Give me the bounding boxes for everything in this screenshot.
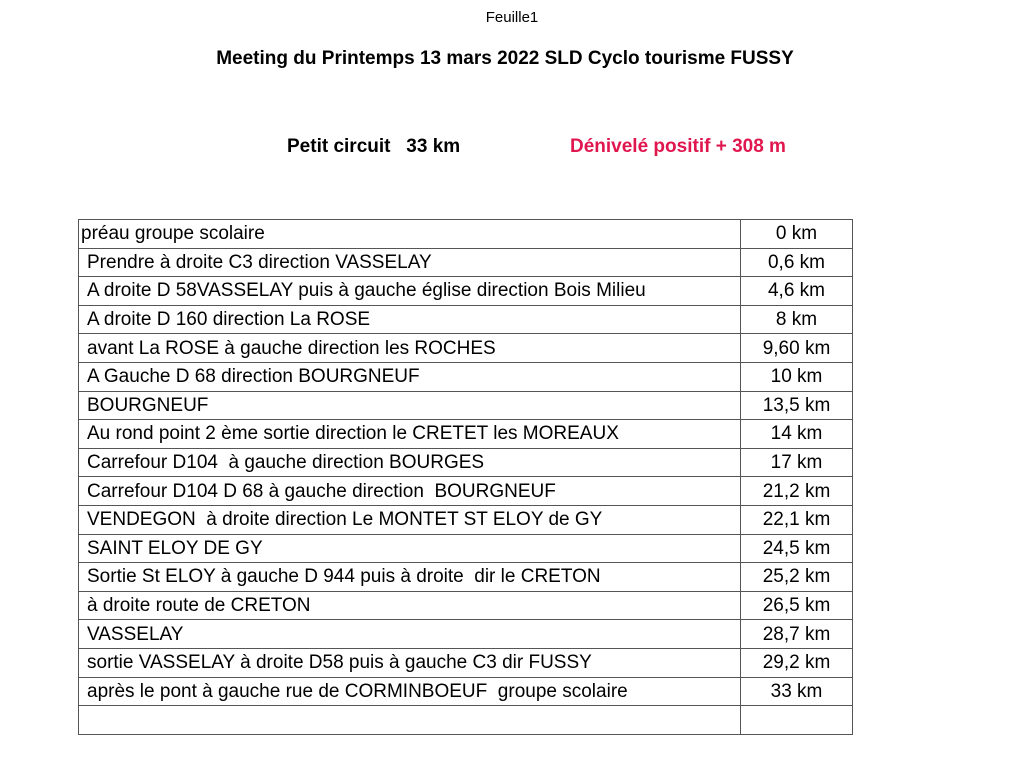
table-row xyxy=(79,391,853,420)
table-row xyxy=(79,420,853,449)
route-distance-cell: 25,2 km xyxy=(741,563,853,592)
route-step-cell: Sortie St ELOY à gauche D 944 puis à droite dir le CRETON xyxy=(79,563,741,592)
elevation-gain: Dénivelé positif + 308 m xyxy=(570,136,786,157)
route-step-cell: Carrefour D104 D 68 à gauche direction BOURGNEUF xyxy=(79,477,741,506)
route-distance-cell: 26,5 km xyxy=(741,591,853,620)
route-step-cell: avant La ROSE à gauche direction les ROCHES xyxy=(79,334,741,363)
table-row xyxy=(79,505,853,534)
table-row xyxy=(79,534,853,563)
route-table-body xyxy=(79,220,853,735)
route-distance-cell: 28,7 km xyxy=(741,620,853,649)
route-distance-cell: 4,6 km xyxy=(741,277,853,306)
route-step-cell: VASSELAY xyxy=(79,620,741,649)
table-row xyxy=(79,677,853,706)
route-step-cell: VENDEGON à droite direction Le MONTET ST ELOY de GY xyxy=(79,505,741,534)
route-distance-cell: 13,5 km xyxy=(741,391,853,420)
route-step-cell: BOURGNEUF xyxy=(79,391,741,420)
route-distance-cell: 14 km xyxy=(741,420,853,449)
route-distance-cell: 0,6 km xyxy=(741,248,853,277)
route-distance-cell: 29,2 km xyxy=(741,648,853,677)
route-step-cell: à droite route de CRETON xyxy=(79,591,741,620)
route-distance-cell: 8 km xyxy=(741,305,853,334)
route-step-cell: A Gauche D 68 direction BOURGNEUF xyxy=(79,362,741,391)
table-row xyxy=(79,620,853,649)
route-distance-cell: 9,60 km xyxy=(741,334,853,363)
table-row xyxy=(79,477,853,506)
route-table xyxy=(78,219,853,735)
route-step-cell: Carrefour D104 à gauche direction BOURGES xyxy=(79,448,741,477)
route-step-cell xyxy=(79,706,741,735)
sheet-label: Feuille1 xyxy=(485,9,539,26)
route-distance-cell: 17 km xyxy=(741,448,853,477)
route-step-cell: après le pont à gauche rue de CORMINBOEUF groupe scolaire xyxy=(79,677,741,706)
route-distance-cell: 21,2 km xyxy=(741,477,853,506)
route-distance-cell: 33 km xyxy=(741,677,853,706)
route-step-cell: préau groupe scolaire xyxy=(79,220,741,249)
route-step-cell: Prendre à droite C3 direction VASSELAY xyxy=(79,248,741,277)
route-step-cell: A droite D 58VASSELAY puis à gauche église direction Bois Milieu xyxy=(79,277,741,306)
table-row xyxy=(79,334,853,363)
route-step-cell: Au rond point 2 ème sortie direction le CRETET les MOREAUX xyxy=(79,420,741,449)
route-distance-cell: 0 km xyxy=(741,220,853,249)
route-distance-cell xyxy=(741,706,853,735)
table-row xyxy=(79,362,853,391)
table-row xyxy=(79,591,853,620)
table-row xyxy=(79,248,853,277)
route-distance-cell: 22,1 km xyxy=(741,505,853,534)
route-step-cell: A droite D 160 direction La ROSE xyxy=(79,305,741,334)
table-row xyxy=(79,706,853,735)
route-distance-cell: 10 km xyxy=(741,362,853,391)
table-row xyxy=(79,220,853,249)
table-row xyxy=(79,305,853,334)
circuit-summary: Petit circuit 33 km xyxy=(287,136,461,157)
table-row xyxy=(79,277,853,306)
route-step-cell: sortie VASSELAY à droite D58 puis à gauche C3 dir FUSSY xyxy=(79,648,741,677)
table-row xyxy=(79,648,853,677)
table-row xyxy=(79,563,853,592)
table-row xyxy=(79,448,853,477)
route-step-cell: SAINT ELOY DE GY xyxy=(79,534,741,563)
page-title: Meeting du Printemps 13 mars 2022 SLD Cyclo tourisme FUSSY xyxy=(216,48,794,69)
route-distance-cell: 24,5 km xyxy=(741,534,853,563)
